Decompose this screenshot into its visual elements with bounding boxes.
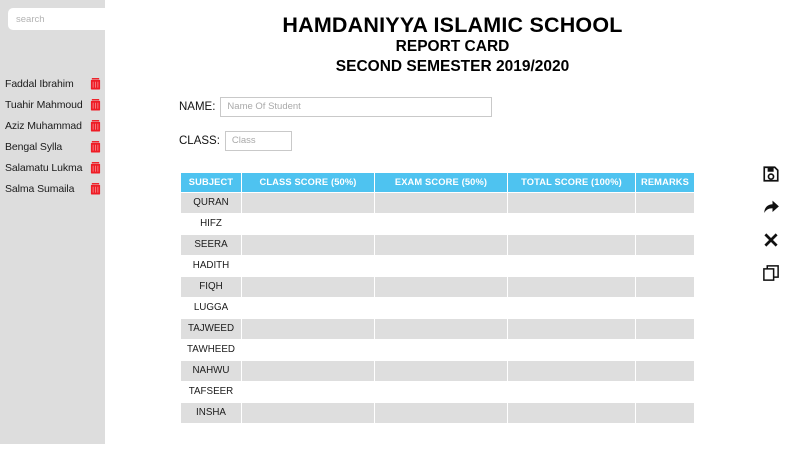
remarks-cell[interactable] [636, 382, 694, 402]
total-score-cell[interactable] [508, 277, 635, 297]
exam-score-cell[interactable] [375, 193, 507, 213]
report-header [105, 0, 800, 77]
student-name-input[interactable] [220, 97, 492, 117]
subject-name: TAJWEED [181, 319, 241, 339]
table-row[interactable] [181, 403, 694, 423]
total-score-cell[interactable] [508, 319, 635, 339]
trash-icon[interactable] [90, 162, 101, 174]
total-score-cell[interactable] [508, 214, 635, 234]
column-header-remarks: REMARKS [636, 173, 694, 192]
table-row[interactable] [181, 298, 694, 318]
student-name: Aziz Muhammad [5, 119, 82, 132]
exam-score-cell[interactable] [375, 256, 507, 276]
total-score-cell[interactable] [508, 382, 635, 402]
term-label: SECOND SEMESTER 2019/2020 [335, 58, 570, 76]
list-item[interactable] [0, 115, 105, 136]
table-row[interactable] [181, 319, 694, 339]
class-score-cell[interactable] [242, 277, 374, 297]
remarks-cell[interactable] [636, 403, 694, 423]
class-score-cell[interactable] [242, 340, 374, 360]
search-container [8, 8, 105, 30]
student-name: Bengal Sylla [5, 140, 63, 153]
total-score-cell[interactable] [508, 298, 635, 318]
class-score-cell[interactable] [242, 361, 374, 381]
list-item[interactable] [0, 178, 105, 199]
remarks-cell[interactable] [636, 298, 694, 318]
table-row[interactable] [181, 256, 694, 276]
class-score-cell[interactable] [242, 298, 374, 318]
total-score-cell[interactable] [508, 361, 635, 381]
class-score-cell[interactable] [242, 214, 374, 234]
total-score-cell[interactable] [508, 340, 635, 360]
trash-icon[interactable] [90, 99, 101, 111]
report-table-body [181, 193, 694, 423]
subject-name: NAHWU [181, 361, 241, 381]
column-header-class-score: CLASS SCORE (50%) [242, 173, 374, 192]
subject-name: INSHA [181, 403, 241, 423]
student-name: Faddal Ibrahim [5, 77, 74, 90]
student-list [0, 73, 105, 199]
class-label: CLASS: [179, 134, 220, 147]
report-table-container [105, 172, 800, 424]
class-input[interactable] [225, 131, 292, 151]
page-title: HAMDANIYYA ISLAMIC SCHOOL [282, 13, 623, 37]
subject-name: TAFSEER [188, 386, 234, 398]
column-header-exam-score: EXAM SCORE (50%) [375, 173, 507, 192]
table-header-row [181, 173, 694, 192]
exam-score-cell[interactable] [375, 403, 507, 423]
trash-icon[interactable] [90, 78, 101, 90]
student-name: Tuahir Mahmoud [5, 98, 83, 111]
total-score-cell[interactable] [508, 235, 635, 255]
column-header-total-score: TOTAL SCORE (100%) [508, 173, 635, 192]
main-content [105, 0, 800, 450]
class-score-cell[interactable] [242, 235, 374, 255]
trash-icon[interactable] [90, 141, 101, 153]
list-item[interactable] [0, 94, 105, 115]
save-icon[interactable] [762, 165, 780, 183]
name-label: NAME: [179, 100, 216, 113]
table-row[interactable] [181, 340, 694, 360]
column-header-subject: SUBJECT [181, 173, 241, 192]
remarks-cell[interactable] [636, 340, 694, 360]
table-row[interactable] [181, 214, 694, 234]
remarks-cell[interactable] [636, 193, 694, 213]
list-item[interactable] [0, 136, 105, 157]
class-score-cell[interactable] [242, 382, 374, 402]
subject-name: FIQH [181, 277, 241, 297]
exam-score-cell[interactable] [375, 277, 507, 297]
table-row[interactable] [181, 235, 694, 255]
subject-name: SEERA [181, 235, 241, 255]
exam-score-cell[interactable] [375, 361, 507, 381]
remarks-cell[interactable] [636, 319, 694, 339]
exam-score-cell[interactable] [375, 319, 507, 339]
close-icon[interactable] [762, 231, 780, 249]
total-score-cell[interactable] [508, 256, 635, 276]
exam-score-cell[interactable] [375, 340, 507, 360]
class-field-row [105, 131, 800, 151]
subject-name: HADITH [192, 260, 230, 272]
trash-icon[interactable] [90, 183, 101, 195]
table-row[interactable] [181, 361, 694, 381]
exam-score-cell[interactable] [375, 214, 507, 234]
remarks-cell[interactable] [636, 214, 694, 234]
exam-score-cell[interactable] [375, 298, 507, 318]
trash-icon[interactable] [90, 120, 101, 132]
remarks-cell[interactable] [636, 256, 694, 276]
subject-name: LUGGA [193, 302, 229, 314]
action-toolbar [759, 165, 783, 282]
exam-score-cell[interactable] [375, 235, 507, 255]
student-name: Salamatu Lukma [5, 161, 83, 174]
class-score-cell[interactable] [242, 256, 374, 276]
class-score-cell[interactable] [242, 403, 374, 423]
subject-name: HIFZ [200, 218, 222, 230]
remarks-cell[interactable] [636, 235, 694, 255]
remarks-cell[interactable] [636, 277, 694, 297]
student-name: Salma Sumaila [5, 182, 75, 195]
exam-score-cell[interactable] [375, 382, 507, 402]
search-input[interactable] [8, 8, 113, 30]
subject-name: TAWHEED [187, 344, 235, 356]
subject-name: QURAN [181, 193, 241, 213]
class-score-cell[interactable] [242, 319, 374, 339]
share-forward-icon[interactable] [762, 198, 780, 216]
table-row[interactable] [181, 277, 694, 297]
list-item[interactable] [0, 157, 105, 178]
sidebar [0, 0, 105, 444]
list-item[interactable] [0, 73, 105, 94]
report-table [180, 172, 695, 424]
total-score-cell[interactable] [508, 193, 635, 213]
copy-icon[interactable] [762, 264, 780, 282]
table-row[interactable] [181, 193, 694, 213]
name-field-row [105, 97, 800, 117]
class-score-cell[interactable] [242, 193, 374, 213]
table-row[interactable] [181, 382, 694, 402]
total-score-cell[interactable] [508, 403, 635, 423]
document-type: REPORT CARD [395, 38, 510, 56]
remarks-cell[interactable] [636, 361, 694, 381]
